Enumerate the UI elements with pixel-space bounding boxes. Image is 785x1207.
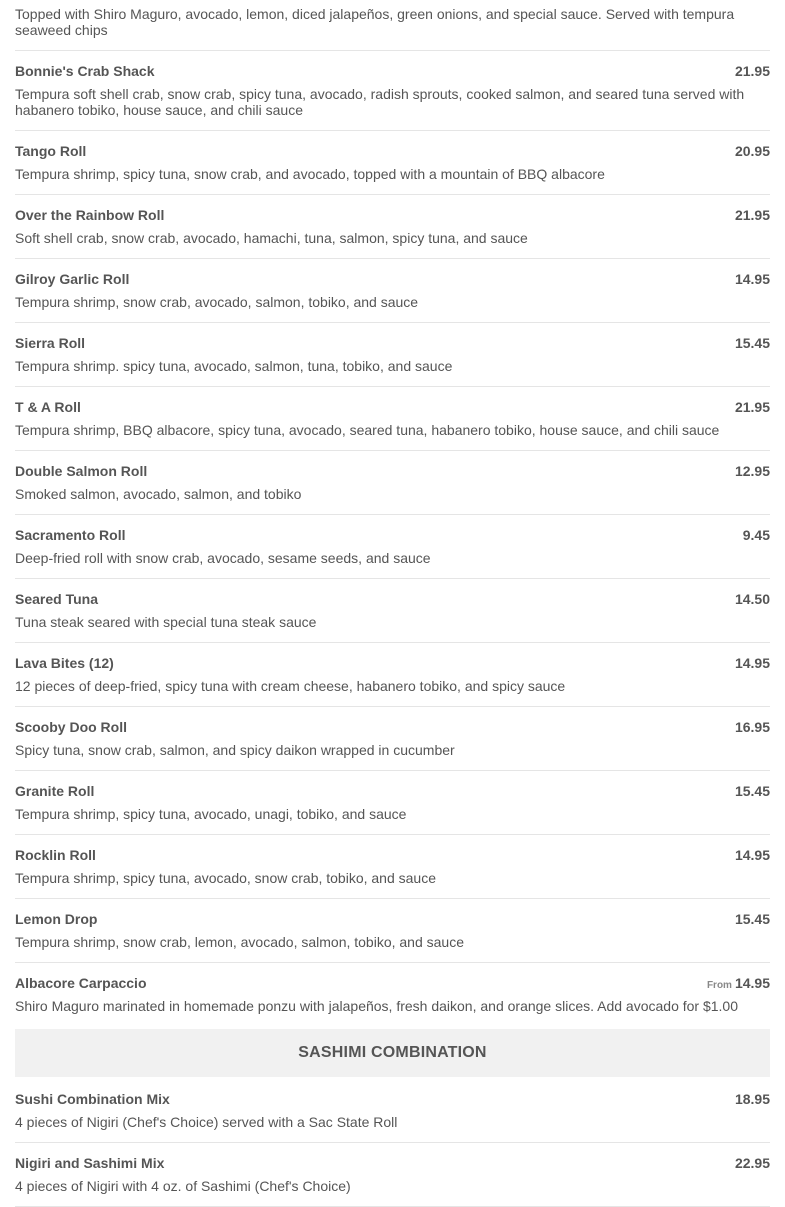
item-name: Lemon Drop (15, 911, 98, 927)
menu-item[interactable] (15, 579, 770, 643)
item-name: Nigiri and Sashimi Mix (15, 1155, 165, 1171)
item-name: Scooby Doo Roll (15, 719, 127, 735)
menu-item[interactable] (15, 771, 770, 835)
item-price (707, 975, 770, 994)
menu-item[interactable] (15, 1143, 770, 1207)
item-name: Double Salmon Roll (15, 463, 148, 479)
item-description: Tempura shrimp. spicy tuna, avocado, salmon, tuna, tobiko, and sauce (15, 358, 453, 374)
rolls-list (15, 51, 770, 1026)
item-description: Tuna steak seared with special tuna steak sauce (15, 614, 317, 630)
item-name: Sushi Combination Mix (15, 1091, 170, 1107)
item-name: Granite Roll (15, 783, 95, 799)
item-price: 14.95 (734, 271, 770, 287)
item-name: Sierra Roll (15, 335, 86, 351)
menu-item[interactable] (15, 1079, 770, 1143)
item-description: Tempura shrimp, spicy tuna, avocado, snow crab, tobiko, and sauce (15, 870, 436, 886)
section-header: SASHIMI COMBINATION (15, 1029, 770, 1077)
item-description: Tempura shrimp, BBQ albacore, spicy tuna, avocado, seared tuna, habanero tobiko, house sauce, and chili sauce (15, 422, 720, 438)
item-price: 16.95 (734, 719, 770, 735)
item-description: Soft shell crab, snow crab, avocado, hamachi, tuna, salmon, spicy tuna, and sauce (15, 230, 528, 246)
item-name: Over the Rainbow Roll (15, 207, 165, 223)
item-price: 21.95 (734, 399, 770, 415)
menu-item[interactable] (15, 835, 770, 899)
item-price: 22.95 (734, 1155, 770, 1171)
item-price: 15.45 (734, 335, 770, 351)
item-price: 15.45 (734, 783, 770, 799)
menu-item[interactable] (15, 451, 770, 515)
item-name: Sacramento Roll (15, 527, 126, 543)
menu-item[interactable] (15, 515, 770, 579)
price-value: 14.95 (734, 975, 770, 991)
item-description: Topped with Shiro Maguro, avocado, lemon, diced jalapeños, green onions, and special sauce. Served with tempura seaweed chips (15, 0, 770, 51)
item-price: 14.95 (734, 655, 770, 671)
item-name: Lava Bites (12) (15, 655, 114, 671)
item-description: Tempura soft shell crab, snow crab, spicy tuna, avocado, radish sprouts, cooked salmon, and seared tuna served with habanero tobiko, house sauce, and chili sauce (15, 86, 745, 118)
item-price: 18.95 (734, 1091, 770, 1107)
menu-item[interactable] (15, 259, 770, 323)
item-description: Tempura shrimp, spicy tuna, snow crab, and avocado, topped with a mountain of BBQ albacore (15, 166, 605, 182)
menu-item[interactable] (15, 323, 770, 387)
item-price: 21.95 (734, 207, 770, 223)
item-price: 14.50 (734, 591, 770, 607)
menu-item[interactable] (15, 387, 770, 451)
item-description: Tempura shrimp, snow crab, avocado, salmon, tobiko, and sauce (15, 294, 419, 310)
item-description: Spicy tuna, snow crab, salmon, and spicy daikon wrapped in cucumber (15, 742, 455, 758)
item-description: Tempura shrimp, spicy tuna, avocado, unagi, tobiko, and sauce (15, 806, 407, 822)
item-name: Tango Roll (15, 143, 87, 159)
menu-item[interactable] (15, 51, 770, 131)
menu-item[interactable] (15, 131, 770, 195)
item-name: T & A Roll (15, 399, 81, 415)
item-description: 4 pieces of Nigiri with 4 oz. of Sashimi (Chef's Choice) (15, 1178, 351, 1194)
item-name: Albacore Carpaccio (15, 975, 147, 991)
menu-item[interactable] (15, 963, 770, 1026)
item-price: 20.95 (734, 143, 770, 159)
price-prefix: From (706, 980, 732, 991)
item-name: Rocklin Roll (15, 847, 96, 863)
item-name: Seared Tuna (15, 591, 98, 607)
menu-item[interactable] (15, 707, 770, 771)
item-name: Gilroy Garlic Roll (15, 271, 130, 287)
item-price: 21.95 (734, 63, 770, 79)
item-price: 14.95 (734, 847, 770, 863)
item-description: Deep-fried roll with snow crab, avocado, sesame seeds, and sauce (15, 550, 431, 566)
item-description: Tempura shrimp, snow crab, lemon, avocado, salmon, tobiko, and sauce (15, 934, 465, 950)
item-price: 9.45 (742, 527, 770, 543)
menu-list (15, 0, 770, 1207)
item-description: Shiro Maguro marinated in homemade ponzu with jalapeños, fresh daikon, and orange slices. Add avocado for $1.00 (15, 998, 739, 1014)
menu-item[interactable] (15, 643, 770, 707)
combos-list (15, 1079, 770, 1207)
item-name: Bonnie's Crab Shack (15, 63, 155, 79)
menu-item[interactable] (15, 899, 770, 963)
menu-item[interactable] (15, 195, 770, 259)
item-description: 4 pieces of Nigiri (Chef's Choice) served with a Sac State Roll (15, 1114, 398, 1130)
item-price: 15.45 (734, 911, 770, 927)
item-price: 12.95 (734, 463, 770, 479)
item-description: 12 pieces of deep-fried, spicy tuna with cream cheese, habanero tobiko, and spicy sauce (15, 678, 566, 694)
item-description: Smoked salmon, avocado, salmon, and tobiko (15, 486, 302, 502)
